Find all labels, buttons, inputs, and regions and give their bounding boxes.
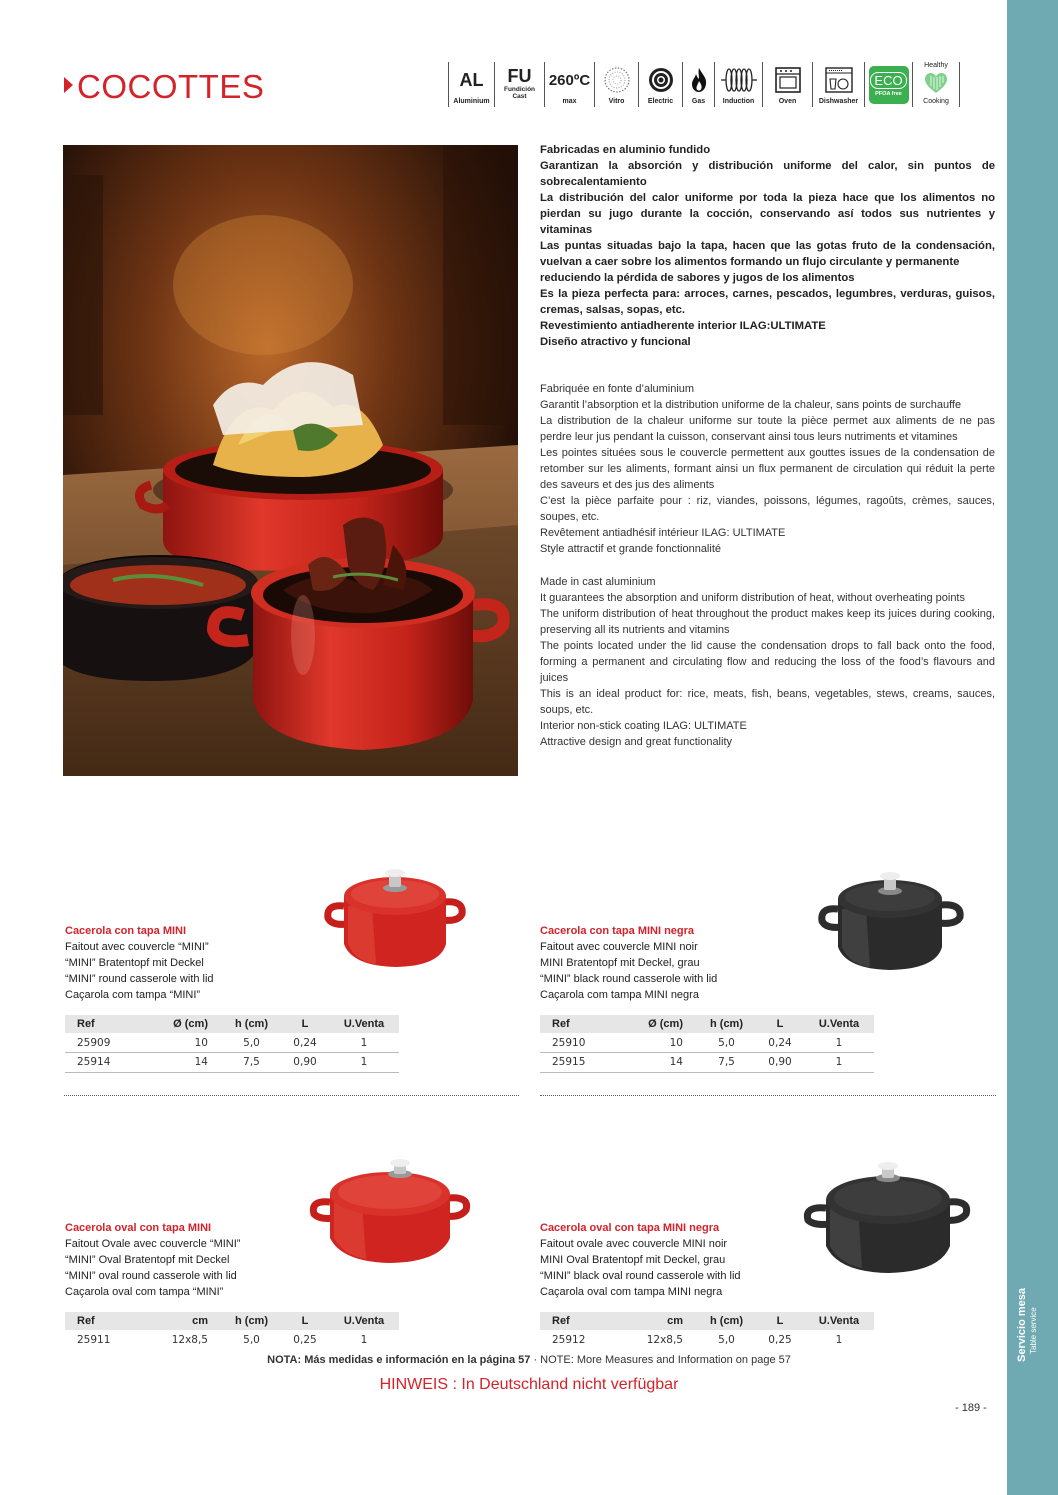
oven-icon — [762, 62, 812, 107]
fu-code-text: FU — [507, 66, 532, 86]
cell-liters: 0,24 — [756, 1033, 804, 1053]
product-line: Caçarola oval com tampa “MINI” — [65, 1286, 224, 1298]
desc-en-line: It guarantees the absorption and uniform distribution of heat, without overheating points — [540, 592, 965, 604]
electric-icon — [638, 62, 682, 107]
product-line: MINI Bratentopf mit Deckel, grau — [540, 957, 700, 969]
desc-fr-line: Les pointes situées sous le couvercle permettent aux gouttes issues de la condensation de retomber sur les aliments, formant ainsi un flux permanent de circulation qui réduit la perte des saveurs et des jus des aliments — [540, 447, 995, 491]
gas-flame-icon — [682, 62, 714, 107]
table-row — [65, 1033, 399, 1053]
cell-liters: 0,90 — [281, 1053, 329, 1073]
footer-note-rest: · NOTE: More Measures and Information on page 57 — [530, 1354, 791, 1366]
desc-fr-line: Garantit l’absorption et la distribution uniforme de la chaleur, sans points de surchauffe — [540, 399, 962, 411]
footer-note-bold: NOTA: Más medidas e información en la página 57 — [267, 1354, 531, 1366]
product-table-red-oval — [65, 1312, 399, 1350]
healthy-caption: Cooking — [923, 98, 949, 105]
product-line: “MINI” black oval round casserole with lid — [540, 1270, 741, 1282]
fu-code — [494, 62, 544, 107]
product-line: “MINI” Oval Bratentopf mit Deckel — [65, 1254, 230, 1266]
table-row — [65, 1330, 399, 1350]
fu-sub1: Fundición — [503, 86, 536, 93]
desc-en-line: The points located under the lid cause the condensation drops to fall back onto the food, forming a permanent and circulating flow and reducing the loss of the food’s flavours and juices — [540, 640, 995, 684]
hero-photo — [63, 145, 518, 776]
page-number: - 189 - — [955, 1402, 987, 1414]
cell-diameter: 10 — [619, 1033, 697, 1053]
induction-glyph — [719, 66, 759, 94]
header-units: U.Venta — [804, 1312, 874, 1330]
fu-sub2: Cast — [512, 92, 527, 100]
header-liters: L — [756, 1312, 804, 1330]
footer-hinweis: HINWEIS : In Deutschland nicht verfügbar — [379, 1376, 679, 1393]
dishwasher-icon — [812, 62, 864, 107]
cell-ref: 25909 — [65, 1033, 144, 1053]
product-red-round-mini — [65, 923, 405, 1003]
temperature-code — [544, 62, 594, 107]
cell-ref: 25914 — [65, 1053, 144, 1073]
product-name: Cacerola oval con tapa MINI negra — [540, 1222, 720, 1234]
product-black-oval-mini — [540, 1220, 880, 1300]
desc-es-line: reduciendo la pérdida de sabores y jugos de los alimentos — [540, 272, 855, 284]
oven-caption: Oven — [778, 98, 797, 105]
product-table-black-round — [540, 1015, 874, 1073]
desc-fr-line: Style attractif et grande fonctionnalité — [540, 543, 721, 555]
desc-fr-line: C’est la pièce parfaite pour : riz, viandes, poissons, légumes, ragoûts, crèmes, sauces, soupes, etc. — [540, 495, 995, 523]
header-ref: Ref — [65, 1015, 144, 1033]
header-units: U.Venta — [329, 1312, 399, 1330]
header-diameter: Ø (cm) — [144, 1015, 222, 1033]
desc-es-line: Es la pieza perfecta para: arroces, carnes, pescados, legumbres, verduras, guisos, cremas, salsas, sopas, etc. — [540, 288, 995, 316]
desc-es-line: Garantizan la absorción y distribución uniforme del calor, sin puntos de sobrecalentamiento — [540, 160, 995, 188]
cell-height: 7,5 — [697, 1053, 756, 1073]
product-red-oval-mini — [65, 1220, 405, 1300]
healthy-heart-icon — [912, 62, 960, 107]
gas-flame-glyph — [690, 67, 708, 93]
cell-diameter: 10 — [144, 1033, 222, 1053]
al-caption: Aluminium — [453, 98, 490, 105]
desc-es-line: Diseño atractivo y funcional — [540, 336, 691, 348]
desc-es-line: Revestimiento antiadherente interior ILAG:ULTIMATE — [540, 320, 826, 332]
induction-caption: Induction — [722, 98, 755, 105]
divider-right — [540, 1095, 996, 1096]
cell-ref: 25912 — [552, 1333, 586, 1346]
cell-units: 1 — [360, 1333, 368, 1346]
product-line: MINI Oval Bratentopf mit Deckel, grau — [540, 1254, 726, 1266]
desc-es-line: La distribución del calor uniforme por toda la pieza hace que los alimentos no pierdan su jugo durante la cocción, conservando así todos sus nutrientes y vitaminas — [540, 192, 995, 236]
cell-ref: 25911 — [77, 1333, 111, 1346]
table-header-row — [540, 1312, 874, 1330]
cell-diameter: 14 — [619, 1053, 697, 1073]
cell-units: 1 — [804, 1033, 874, 1053]
header-units: U.Venta — [329, 1015, 399, 1033]
eco-badge-sub: PFOA free — [875, 91, 902, 97]
header-height: h (cm) — [697, 1015, 756, 1033]
product-line: “MINI” round casserole with lid — [65, 973, 214, 985]
table-header-row — [65, 1015, 399, 1033]
al-code-text: AL — [459, 70, 484, 90]
electric-glyph — [647, 66, 675, 94]
header-height: h (cm) — [222, 1312, 281, 1330]
product-name: Cacerola oval con tapa MINI — [65, 1222, 212, 1234]
header-liters: L — [756, 1015, 804, 1033]
product-line: Faitout avec couvercle MINI noir — [540, 941, 698, 953]
footer-note — [0, 1354, 1058, 1366]
header-ref: Ref — [540, 1312, 619, 1330]
cell-ref: 25915 — [540, 1053, 619, 1073]
desc-en-line: Made in cast aluminium — [540, 576, 656, 588]
healthy-top: Healthy — [924, 62, 948, 69]
cell-height: 7,5 — [222, 1053, 281, 1073]
dishwasher-glyph — [823, 66, 855, 94]
electric-caption: Electric — [647, 98, 674, 105]
product-line: Caçarola com tampa MINI negra — [540, 989, 699, 1001]
title-arrow-icon — [64, 77, 73, 93]
header-height: h (cm) — [697, 1312, 756, 1330]
table-header-row — [65, 1312, 399, 1330]
cell-ref: 25910 — [540, 1033, 619, 1053]
desc-fr-line: Fabriquée en fonte d’aluminium — [540, 383, 695, 395]
header-size: cm — [144, 1312, 222, 1330]
table-row — [540, 1033, 874, 1053]
induction-coil-icon — [714, 62, 762, 107]
desc-fr-line: Revêtement antiadhésif intérieur ILAG: ULTIMATE — [540, 527, 786, 539]
header-height: h (cm) — [222, 1015, 281, 1033]
eco-badge-text: ECO — [870, 72, 906, 89]
vitro-caption: Vitro — [608, 98, 625, 105]
cell-units: 1 — [329, 1033, 399, 1053]
temperature-caption: max — [562, 98, 577, 105]
cell-size: 12x8,5 — [646, 1333, 683, 1346]
cell-liters: 0,25 — [768, 1333, 792, 1346]
cell-height: 5,0 — [222, 1033, 281, 1053]
dishwasher-caption: Dishwasher — [818, 98, 859, 105]
desc-en-line: Interior non-stick coating ILAG: ULTIMATE — [540, 720, 747, 732]
eco-pfoa-free-badge — [864, 62, 912, 107]
desc-es-line: Fabricadas en aluminio fundido — [540, 144, 711, 156]
vitro-glyph — [603, 66, 631, 94]
al-code — [448, 62, 494, 107]
cell-units: 1 — [329, 1053, 399, 1073]
header-size: cm — [619, 1312, 697, 1330]
gas-caption: Gas — [691, 98, 706, 105]
temperature-text: 260ºC — [548, 71, 591, 89]
description-spanish — [540, 142, 995, 350]
product-line: “MINI” Bratentopf mit Deckel — [65, 957, 204, 969]
cell-height: 5,0 — [243, 1333, 260, 1346]
cell-size: 12x8,5 — [171, 1333, 208, 1346]
product-line: “MINI” black round casserole with lid — [540, 973, 718, 985]
divider-left — [64, 1095, 519, 1096]
side-tab — [1007, 0, 1058, 1495]
cell-units: 1 — [804, 1053, 874, 1073]
product-name: Cacerola con tapa MINI negra — [540, 925, 695, 937]
cocottes-photo — [63, 145, 518, 776]
header-units: U.Venta — [804, 1015, 874, 1033]
side-tab-label — [1016, 1278, 1050, 1362]
product-name: Cacerola con tapa MINI — [65, 925, 187, 937]
side-tab-subtitle: Table service — [1029, 1307, 1038, 1354]
product-black-round-mini — [540, 923, 880, 1003]
product-line: Faitout avec couvercle “MINI” — [65, 941, 209, 953]
cell-units: 1 — [835, 1333, 843, 1346]
vitro-icon — [594, 62, 638, 107]
header-liters: L — [281, 1312, 329, 1330]
product-table-red-round — [65, 1015, 399, 1073]
header-ref: Ref — [65, 1312, 144, 1330]
desc-en-line: This is an ideal product for: rice, meats, fish, beans, vegetables, stews, creams, sauces, soups, etc. — [540, 688, 995, 716]
product-table-black-oval — [540, 1312, 874, 1350]
cell-liters: 0,24 — [281, 1033, 329, 1053]
description-french — [540, 381, 995, 557]
product-line: Caçarola com tampa “MINI” — [65, 989, 201, 1001]
header-ref: Ref — [540, 1015, 619, 1033]
description-english — [540, 574, 995, 750]
oven-glyph — [774, 66, 802, 94]
healthy-heart-glyph — [924, 72, 948, 94]
side-tab-title: Servicio mesa — [1016, 1288, 1028, 1362]
header-liters: L — [281, 1015, 329, 1033]
product-line: Faitout Ovale avec couvercle “MINI” — [65, 1238, 241, 1250]
feature-icon-strip — [448, 62, 960, 107]
page-title — [64, 70, 264, 103]
desc-en-line: Attractive design and great functionality — [540, 736, 733, 748]
table-row — [540, 1053, 874, 1073]
table-header-row — [540, 1015, 874, 1033]
desc-fr-line: La distribution de la chaleur uniforme sur toute la pièce permet aux aliments de ne pas perdre leur jus pendant la cuisson, conservant ainsi tous leurs nutriments et vitamines — [540, 415, 995, 443]
desc-es-line: Las puntas situadas bajo la tapa, hacen que las gotas fruto de la condensación, vuelvan a caer sobre los alimentos formando un flujo circulante y permanente — [540, 240, 995, 268]
header-diameter: Ø (cm) — [619, 1015, 697, 1033]
eco-badge-box — [869, 66, 909, 104]
desc-en-line: The uniform distribution of heat throughout the product makes keep its juices during cooking, preserving all its nutrients and vitamins — [540, 608, 995, 636]
product-line: “MINI” oval round casserole with lid — [65, 1270, 237, 1282]
cell-height: 5,0 — [718, 1333, 735, 1346]
cell-height: 5,0 — [697, 1033, 756, 1053]
product-line: Faitout ovale avec couvercle MINI noir — [540, 1238, 728, 1250]
table-row — [65, 1053, 399, 1073]
page-title-text: COCOTTES — [77, 68, 265, 105]
cell-liters: 0,25 — [293, 1333, 317, 1346]
cell-diameter: 14 — [144, 1053, 222, 1073]
cell-liters: 0,90 — [756, 1053, 804, 1073]
product-line: Caçarola oval com tampa MINI negra — [540, 1286, 723, 1298]
table-row — [540, 1330, 874, 1350]
